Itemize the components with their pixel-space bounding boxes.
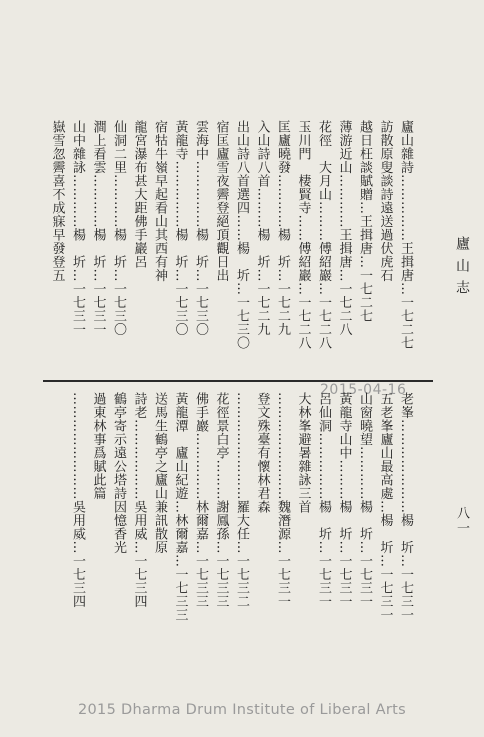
toc-entry: 山窗曉望…………楊 圻…一七三一 (357, 392, 372, 608)
toc-entry: 五老峯廬山最高處…楊 圻…一七三一 (377, 392, 393, 622)
toc-entry: 佛手巖……………林爾嘉…一七三三 (193, 392, 208, 608)
toc-entry: 宿牯牛嶺早起看山其西有神 (152, 120, 167, 282)
toc-entry: 大林峯避暑雜詠三首 (295, 392, 311, 514)
toc-entry: 澗上看雲…………楊 圻…一七三一 (90, 120, 106, 336)
toc-entry: 過東林事爲賦此篇 (90, 392, 106, 500)
toc-entry: 宿匡廬雪夜霽登絕頂觀日出 (213, 120, 229, 282)
toc-entry: 匡廬曉發…………楊 圻…一七二九 (275, 120, 290, 336)
toc-entry: 黃龍潭 廬山紀遊…林爾嘉…一七三三 (172, 392, 188, 622)
toc-entry: 花徑 大月山………傅紹巖…一七二八 (316, 120, 331, 350)
page-number: 八一 (454, 506, 469, 536)
toc-entry: 玉川門 棲賢寺……傅紹巖…一七二八 (295, 120, 311, 350)
toc-entry: 山中雜詠…………楊 圻…一七三一 (70, 120, 85, 336)
toc-entry: ……………………吳用威…一七三四 (70, 392, 85, 608)
toc-entry: 花徑景白亭………謝鳳孫…一七三三 (213, 392, 229, 608)
toc-entry: 廬山雜詩……………王揖唐…一七二七 (398, 120, 413, 350)
toc-entry: 詩老………………吳用威…一七三四 (131, 392, 147, 608)
footer-watermark: 2015 Dharma Drum Institute of Liberal Arts (78, 702, 406, 718)
toc-entry: 送馬生鶴亭之廬山兼訊散原 (152, 392, 167, 554)
toc-entry: 薄游近山…………王揖唐…一七二八 (336, 120, 352, 336)
toc-entry: 鶴亭寄示遠公塔詩因憶香光 (111, 392, 126, 554)
date-stamp: 2015-04-16 (320, 382, 407, 398)
toc-entry: ……………………魏潛源…一七三一 (275, 392, 290, 608)
toc-entry: 越日枉談賦贈…王揖唐…一七二七 (357, 120, 372, 323)
toc-entry: 出山詩八首選四……楊 圻…一七三〇 (234, 120, 249, 350)
toc-entry: 呂仙洞……………楊 圻…一七三一 (316, 392, 331, 608)
toc-entry: 入山詩八首………楊 圻…一七二九 (254, 120, 270, 336)
running-head: 廬山志 (454, 236, 470, 302)
toc-entry: 黃龍寺……………楊 圻…一七三〇 (172, 120, 188, 336)
toc-entry: 登文殊臺有懷林君森 (254, 392, 270, 514)
toc-entry: 黃龍寺山中………楊 圻…一七三一 (336, 392, 352, 608)
toc-entry: 訪散原叟談詩遠送過伏虎石 (377, 120, 393, 282)
toc-entry: 老峯…………………楊 圻…一七三一 (398, 392, 413, 622)
toc-entry: 雲海中……………楊 圻…一七三〇 (193, 120, 208, 336)
toc-entry: 龍宮瀑布甚大距佛手巖呂 (131, 120, 147, 269)
toc-entry: 嶽雪忽霽喜不成寐早發登五 (49, 120, 65, 282)
toc-entry: 仙洞二里…………楊 圻…一七三〇 (111, 120, 126, 336)
toc-entry: ……………………羅大任…一七三二 (234, 392, 249, 608)
